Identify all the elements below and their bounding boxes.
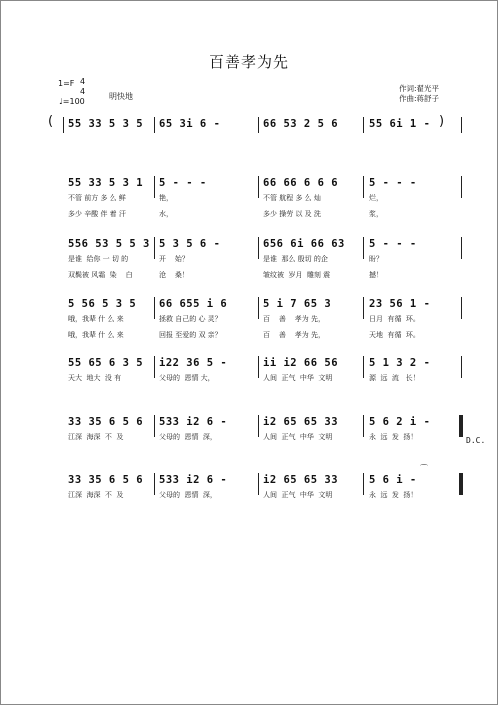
lyric-verse-2: 双鬓被 风霜 染 白 [68, 271, 133, 279]
measure-notes: 33 35 6 5 6 [68, 474, 144, 486]
measure-notes: 55 33 5 3 5 [68, 118, 144, 130]
lyric-verse-1: 艳， [159, 194, 173, 202]
bar-line [154, 297, 155, 319]
lyric-verse-1: 父母的 恩情 深， [159, 433, 217, 441]
measure-notes: 5 - - - [159, 177, 207, 189]
lyric-verse-1: 开 始？ [159, 255, 189, 263]
measure-notes: i2 65 65 33 [263, 416, 339, 428]
bar-line [154, 237, 155, 259]
lyric-verse-2: 撼！ [369, 271, 383, 279]
bar-line [63, 117, 64, 133]
bar-line [258, 117, 259, 133]
bar-line [363, 237, 364, 259]
lyric-verse-1: 拯救 自己的 心 灵？ [159, 315, 222, 323]
lyric-verse-1: 人间 正气 中华 文明 [263, 433, 333, 441]
lyric-verse-2: 回报 至爱的 双 亲？ [159, 331, 222, 339]
measure-notes: 55 6i 1 - [369, 118, 431, 130]
lyric-verse-1: 人间 正气 中华 文明 [263, 374, 333, 382]
bar-line [459, 415, 463, 437]
bar-line [154, 415, 155, 437]
measure-notes: 33 35 6 5 6 [68, 416, 144, 428]
bar-line [363, 356, 364, 378]
lyric-verse-1: 盼？ [369, 255, 383, 263]
lyric-verse-1: 江深 海深 不 及 [68, 491, 124, 499]
lyric-verse-1: 人间 正气 中华 文明 [263, 491, 333, 499]
bar-line [461, 176, 462, 198]
bar-line [461, 117, 462, 133]
lyric-verse-1: 父母的 恩情 深， [159, 491, 217, 499]
bar-line [459, 473, 463, 495]
measure-notes: 533 i2 6 - [159, 416, 228, 428]
measure-notes: ii i2 66 56 [263, 357, 339, 369]
lyric-verse-1: 江深 海深 不 及 [68, 433, 124, 441]
time-signature-top: 4 [80, 77, 86, 86]
bar-line [154, 356, 155, 378]
lyric-verse-1: 父母的 恩情 大， [159, 374, 215, 382]
measure-notes: 55 33 5 3 1 [68, 177, 144, 189]
composer-credit: 作曲:蒋舒子 [399, 94, 440, 103]
lyric-verse-1: 永 远 发 扬！ [369, 491, 418, 499]
close-paren: ) [439, 114, 445, 129]
measure-notes: 5 i 7 65 3 [263, 298, 332, 310]
lyric-verse-2: 百 善 孝为 先， [263, 331, 326, 339]
bar-line [461, 297, 462, 319]
measure-notes: 5 - - - [369, 177, 417, 189]
lyric-verse-1: 永 远 发 扬！ [369, 433, 418, 441]
bar-line [154, 473, 155, 495]
measure-notes: 66 66 6 6 6 [263, 177, 339, 189]
measure-notes: 5 6 2 i - [369, 416, 431, 428]
measure-notes: 23 56 1 - [369, 298, 431, 310]
time-signature-bottom: 4 [80, 87, 86, 96]
lyric-verse-1: 是谁 那么 殷切 的企 [263, 255, 328, 263]
lyric-verse-1: 日月 有循 环。 [369, 315, 420, 323]
bar-line [363, 473, 364, 495]
lyric-verse-2: 哦，我辈 什 么 来 [68, 331, 124, 339]
bar-line [258, 415, 259, 437]
open-paren: ( [48, 114, 54, 129]
fermata-icon: ⌒ [420, 464, 428, 473]
measure-notes: 5 3 5 6 - [159, 238, 221, 250]
tempo-mark: ♩=100 [59, 97, 85, 106]
bar-line [258, 297, 259, 319]
bar-line [154, 176, 155, 198]
lyric-verse-2: 沧 桑！ [159, 271, 189, 279]
lyric-verse-1: 哦，我辈 什 么 来 [68, 315, 124, 323]
lyric-verse-1: 不管 前方 多 么 鲜 [68, 194, 126, 202]
expression-mark: 明快地 [109, 92, 133, 101]
lyricist-credit: 作词:翟光平 [399, 84, 440, 93]
lyric-verse-2: 皱纹被 岁月 雕刻 震 [263, 271, 331, 279]
measure-notes: 66 655 i 6 [159, 298, 228, 310]
lyric-verse-1: 百 善 孝为 先， [263, 315, 326, 323]
lyric-verse-1: 是谁 给你 一 切 的 [68, 255, 129, 263]
lyric-verse-1: 不管 航程 多 么 灿 [263, 194, 321, 202]
measure-notes: 5 56 5 3 5 [68, 298, 137, 310]
measure-notes: 5 - - - [369, 238, 417, 250]
measure-notes: 65 3i 6 - [159, 118, 221, 130]
lyric-verse-2: 多少 辛酸 伴 着 汗 [68, 210, 126, 218]
key-signature [58, 77, 86, 96]
bar-line [363, 297, 364, 319]
lyric-verse-1: 烂， [369, 194, 383, 202]
bar-line [461, 356, 462, 378]
lyric-verse-1: 源 远 流 长！ [369, 374, 420, 382]
measure-notes: 656 6i 66 63 [263, 238, 345, 250]
measure-notes: 5 6 i - [369, 474, 417, 486]
lyric-verse-2: 水， [159, 210, 173, 218]
measure-notes: i22 36 5 - [159, 357, 228, 369]
measure-notes: 533 i2 6 - [159, 474, 228, 486]
lyric-verse-2: 浆， [369, 210, 383, 218]
measure-notes: 5 1 3 2 - [369, 357, 431, 369]
lyric-verse-2: 多少 操劳 以 及 洗 [263, 210, 321, 218]
key-note: 1=F [58, 79, 75, 88]
measure-notes: 66 53 2 5 6 [263, 118, 339, 130]
measure-notes: 556 53 5 5 3 [68, 238, 150, 250]
bar-line [154, 117, 155, 133]
bar-line [258, 176, 259, 198]
song-title: 百善孝为先 [208, 53, 289, 71]
bar-line [461, 237, 462, 259]
lyric-verse-1: 天大 地大 没 有 [68, 374, 122, 382]
measure-notes: i2 65 65 33 [263, 474, 339, 486]
da-capo-mark: D.C. [466, 436, 486, 445]
bar-line [363, 117, 364, 133]
bar-line [258, 473, 259, 495]
bar-line [363, 176, 364, 198]
bar-line [258, 356, 259, 378]
measure-notes: 55 65 6 3 5 [68, 357, 144, 369]
bar-line [258, 237, 259, 259]
bar-line [363, 415, 364, 437]
lyric-verse-2: 天地 有循 环。 [369, 331, 420, 339]
